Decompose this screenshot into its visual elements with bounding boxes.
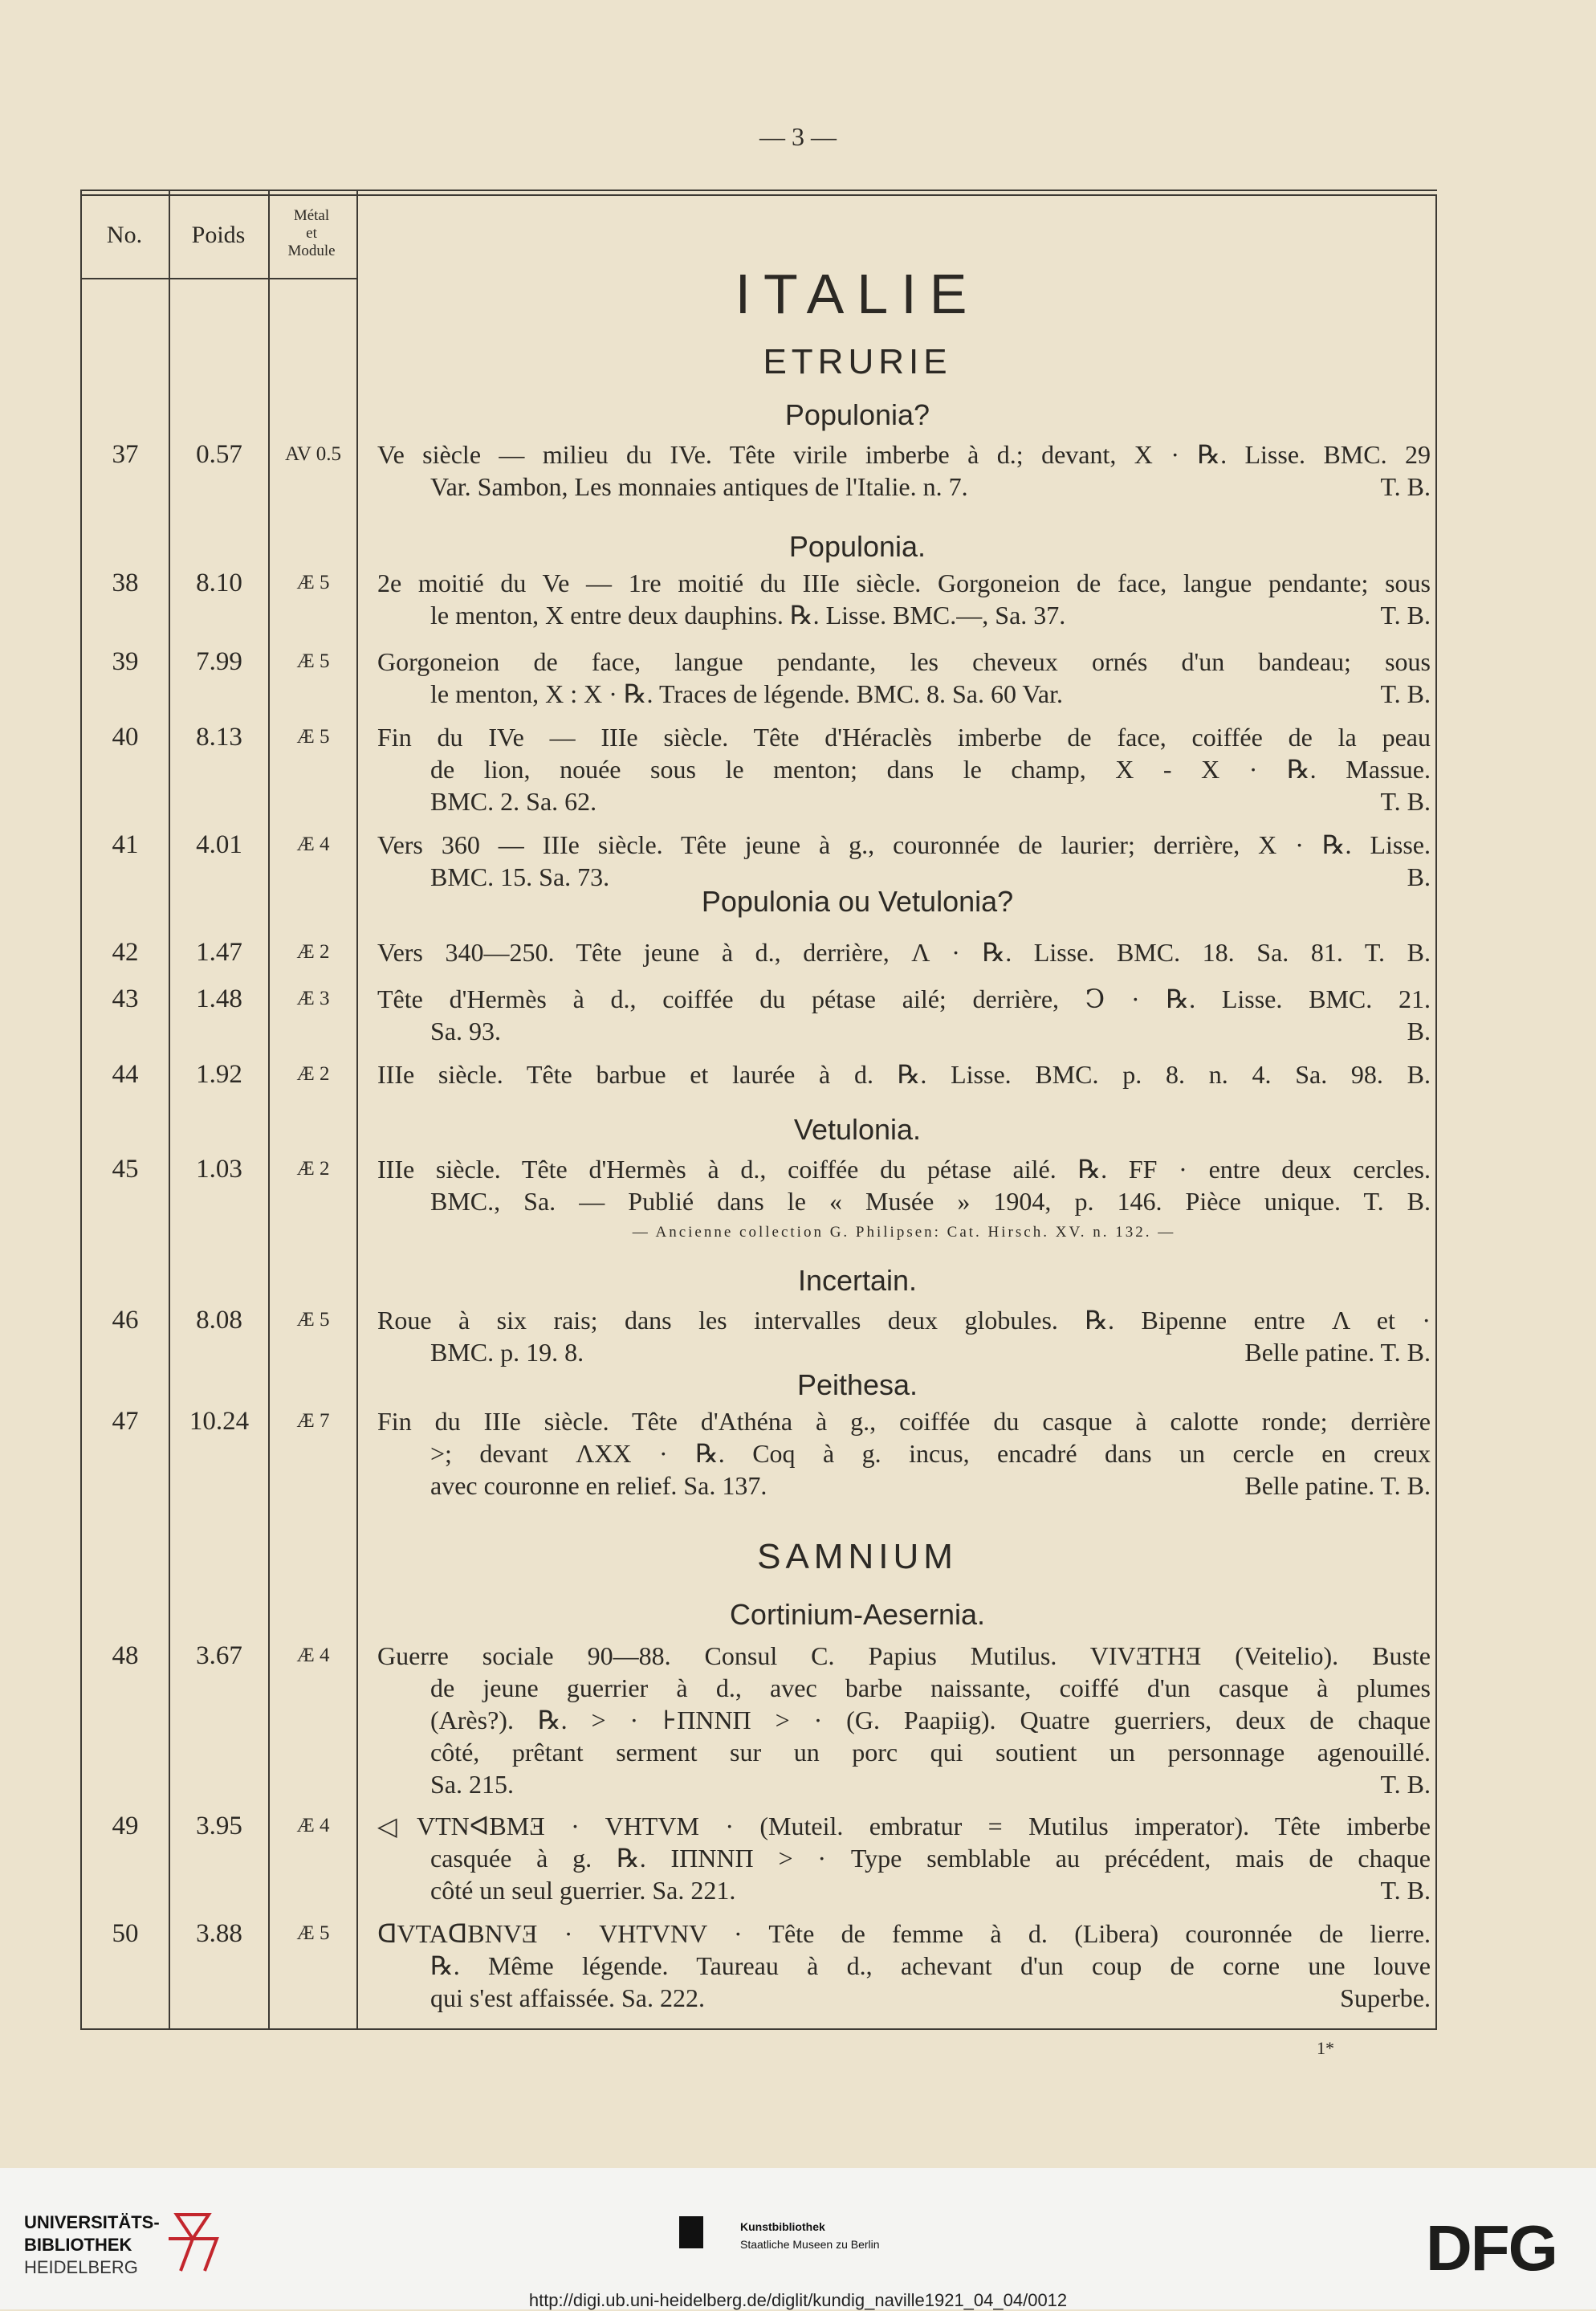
entry-weight: 1.92 (196, 1060, 242, 1089)
entry-metal: Æ 4 (296, 834, 330, 855)
entry-description: Roue à six rais; dans les intervalles deux globules. ℞. Bipenne entre Λ et · BMC. p. 19. 8. Belle patine. T. B. (377, 1306, 1431, 1367)
heading-cortinium: Cortinium-Aesernia. (729, 1598, 986, 1631)
entry-description: IIIe siècle. Tête d'Hermès à d., coiffée du pétase ailé. ℞. FF · entre deux cercles. BMC., Sa. — Publié dans le « Musée » 1904, p. 146. Pièce unique. T. B. (377, 1155, 1431, 1216)
entry-description: Ve siècle — milieu du IVe. Tête virile imberbe à d.; devant, X · ℞. Lisse. BMC. 29 Var. Sambon, Les monnaies antiques de l'Italie. n. 7. T. B. (377, 440, 1431, 501)
entry-weight: 1.47 (196, 938, 242, 967)
entry-metal: Æ 5 (296, 1309, 330, 1331)
entry-metal: Æ 2 (296, 941, 330, 963)
heading-incertain: Incertain. (797, 1264, 918, 1297)
heidelberg-logo-text: UNIVERSITÄTS- BIBLIOTHEK HEIDELBERG (24, 2212, 160, 2277)
heading-populonia-vetulonia: Populonia ou Vetulonia? (701, 885, 1014, 918)
heading-etrurie: ETRURIE (763, 342, 952, 381)
entry-number: 47 (112, 1407, 139, 1436)
header-no: No. (106, 222, 143, 248)
entry-weight: 8.13 (196, 723, 242, 752)
heading-populonia-q: Populonia? (784, 398, 930, 431)
header-metal: Métal et Module (287, 207, 336, 259)
footer-bar (0, 2168, 1596, 2309)
heading-populonia: Populonia. (788, 530, 926, 563)
entry-weight: 3.95 (196, 1812, 242, 1840)
provenance-note: — Ancienne collection G. Philipsen: Cat. Hirsch. XV. n. 132. — (632, 1224, 1176, 1241)
entry-metal: Æ 2 (296, 1063, 330, 1085)
entry-weight: 7.99 (196, 647, 242, 676)
entry-number: 41 (112, 830, 139, 859)
entry-weight: 10.24 (189, 1407, 250, 1436)
heading-vetulonia: Vetulonia. (793, 1113, 922, 1146)
entry-weight: 0.57 (196, 440, 242, 469)
entry-metal: Æ 3 (296, 988, 330, 1009)
heading-italie: ITALIE (735, 263, 980, 325)
entry-number: 43 (112, 984, 139, 1013)
entry-number: 42 (112, 938, 139, 967)
source-url[interactable]: http://digi.ub.uni-heidelberg.de/diglit/kundig_naville1921_04_04/0012 (528, 2290, 1068, 2310)
page-number: — 3 — (759, 122, 837, 151)
kunstbibliothek-logo-text: Kunstbibliothek Staatliche Museen zu Berlin (740, 2220, 880, 2251)
entry-description: ᗡVTAᗡBNVƎ · VHTVNV · Tête de femme à d. (Libera) couronnée de lierre. ℞. Même légende. Taureau à d., achevant d'un coup de corne une louve qui s'est affaissée. Sa. 222. Superbe. (377, 1919, 1431, 2012)
entry-number: 39 (112, 647, 139, 676)
entry-weight: 8.10 (196, 569, 242, 597)
heading-samnium: SAMNIUM (757, 1537, 958, 1576)
entry-number: 37 (112, 440, 139, 469)
entry-number: 38 (112, 569, 139, 597)
entry-weight: 1.03 (196, 1155, 242, 1184)
kunstbibliothek-logo-icon (679, 2216, 703, 2248)
entry-metal: Æ 5 (296, 572, 330, 593)
signature-mark: 1* (1317, 2038, 1334, 2058)
entry-metal: Æ 7 (296, 1410, 330, 1432)
entry-description: Vers 340—250. Tête jeune à d., derrière, Λ · ℞. Lisse. BMC. 18. Sa. 81. T. B. (377, 938, 1431, 967)
entry-weight: 4.01 (196, 830, 242, 859)
entry-description: Fin du IIIe siècle. Tête d'Athéna à g., coiffée du casque à calotte ronde; derrière >; devant ΛXX · ℞. Coq à g. incus, encadré dans un cercle en creux avec couronne en relief. Sa. 137. Belle patine. T. B. (377, 1407, 1431, 1500)
entry-number: 46 (112, 1306, 139, 1335)
entry-description: Tête d'Hermès à d., coiffée du pétase ailé; derrière, Ↄ · ℞. Lisse. BMC. 21. Sa. 93. B. (377, 984, 1431, 1045)
entry-number: 48 (112, 1641, 139, 1670)
entry-metal: Æ 5 (296, 1922, 330, 1944)
entry-weight: 3.67 (196, 1641, 242, 1670)
entry-metal: Æ 5 (296, 650, 330, 672)
entry-description: Guerre sociale 90—88. Consul C. Papius Mutilus. VIVƎTHƎ (Veitelio). Buste de jeune guerrier à d., avec barbe naissante, coiffé d'un casque à plumes (Arès?). ℞. > · ⊦ПNNП > · (G. Paapiig). Quatre guerriers, deux de chaque côté, prêtant serment sur un porc qui soutient un personnage agenouillé. Sa. 215. T. B. (377, 1641, 1431, 1799)
entry-number: 50 (112, 1919, 139, 1948)
entry-description: IIIe siècle. Tête barbue et laurée à d. ℞. Lisse. BMC. p. 8. n. 4. Sa. 98. B. (377, 1060, 1431, 1089)
entry-metal: Æ 2 (296, 1158, 330, 1180)
entry-description: Fin du IVe — IIIe siècle. Tête d'Héraclès imberbe de face, coiffée de la peau de lion, nouée sous le menton; dans le champ, X - X · ℞. Massue. BMC. 2. Sa. 62. T. B. (377, 723, 1431, 816)
entry-number: 44 (112, 1060, 139, 1089)
entry-weight: 8.08 (196, 1306, 242, 1335)
dfg-logo: DFG (1426, 2212, 1557, 2284)
entry-description: ◁VTNᐊBMƎ · VHTVM · (Muteil. embratur = Mutilus imperator). Tête imberbe casquée à g. ℞. IПNNП > · Type semblable au précédent, mais de chaque côté un seul guerrier. Sa. 221. T. B. (377, 1812, 1431, 1905)
heidelberg-logo-icon (161, 2207, 225, 2279)
entry-description: Gorgoneion de face, langue pendante, les cheveux ornés d'un bandeau; sous le menton, X : X · ℞. Traces de légende. BMC. 8. Sa. 60 Var. T. B. (377, 647, 1431, 708)
entry-description: Vers 360 — IIIe siècle. Tête jeune à g., couronnée de laurier; derrière, X · ℞. Lisse. BMC. 15. Sa. 73. B. (377, 830, 1431, 891)
header-poids: Poids (191, 222, 246, 248)
entry-number: 45 (112, 1155, 139, 1184)
entry-weight: 3.88 (196, 1919, 242, 1948)
entry-metal: Æ 5 (296, 726, 330, 748)
entry-metal: Æ 4 (296, 1645, 330, 1666)
entry-number: 40 (112, 723, 139, 752)
entry-description: 2e moitié du Ve — 1re moitié du IIIe siècle. Gorgoneion de face, langue pendante; sous le menton, X entre deux dauphins. ℞. Lisse. BMC.—, Sa. 37. T. B. (377, 569, 1431, 630)
entry-number: 49 (112, 1812, 139, 1840)
entry-metal: Æ 4 (296, 1815, 330, 1836)
heading-peithesa: Peithesa. (796, 1368, 918, 1401)
entry-weight: 1.48 (196, 984, 242, 1013)
entry-metal: AV 0.5 (285, 443, 341, 465)
